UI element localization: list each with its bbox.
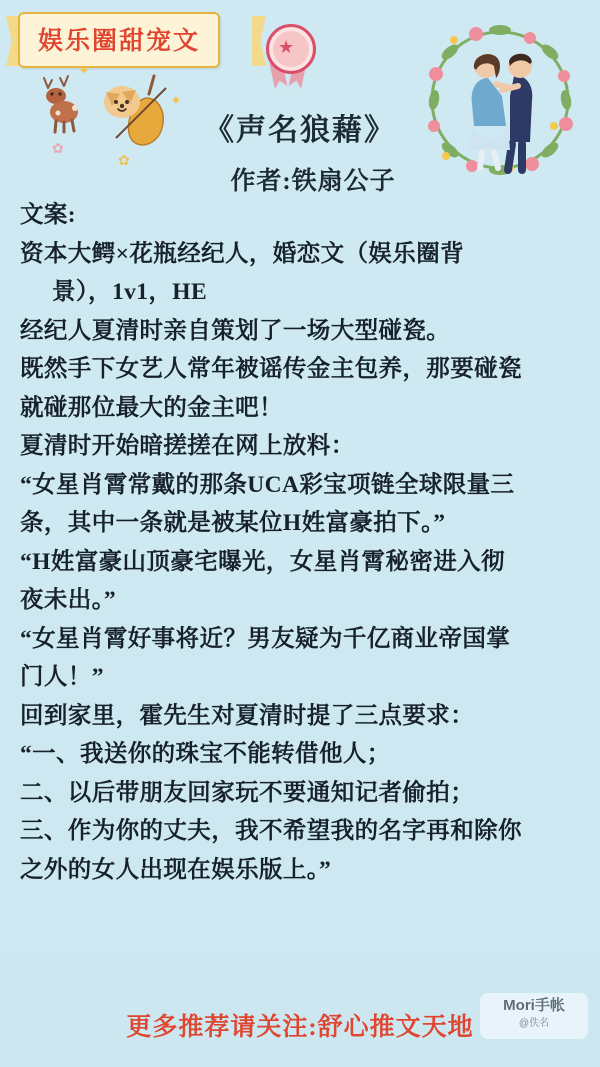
sparkle-icon: ✦: [170, 92, 182, 108]
rosette-star-icon: ★: [278, 37, 295, 57]
body-line: 三、作为你的丈夫，我不希望我的名字再和除你: [20, 818, 522, 844]
sparkle-icon: ✦: [78, 62, 90, 78]
body-line: 就碰那位最大的金主吧！: [20, 394, 283, 421]
body-line: “一、我送你的珠宝不能转借他人；: [20, 741, 391, 767]
watermark: [480, 993, 588, 1039]
body-line: 回到家里，霍先生对夏清时提了三点要求：: [20, 702, 475, 729]
title-block: [0, 105, 600, 197]
body-line: 门人！”: [20, 664, 104, 690]
sparkle-icon: ✿: [52, 140, 64, 156]
award-rosette-icon: [258, 22, 320, 84]
body-line: 资本大鳄×花瓶经纪人，婚恋文（娱乐圈背: [20, 240, 464, 267]
body-line: 夏清时开始暗搓搓在网上放料：: [20, 433, 355, 459]
body-line: 文案:: [20, 202, 77, 228]
category-banner-label: 娱乐圈甜宠文: [38, 27, 201, 55]
body-line: “女星肖霄好事将近？男友疑为千亿商业帝国掌: [20, 625, 511, 652]
body-line: 景），1v1，HE: [52, 279, 208, 305]
body-line: 二、以后带朋友回家玩不要通知记者偷拍；: [20, 779, 475, 806]
page-title: 《声名狼藉》: [204, 114, 396, 147]
category-banner: [18, 12, 220, 68]
author-line: 作者:铁扇公子: [230, 168, 396, 195]
sparkle-icon: ✿: [118, 152, 130, 168]
watermark-subtitle: @佚名: [518, 1018, 550, 1029]
follow-prompt: 更多推荐请关注:舒心推文天地: [126, 1014, 474, 1041]
body-line: “H姓富豪山顶豪宅曝光，女星肖霄秘密进入彻: [20, 548, 505, 575]
body-line: “女星肖霄常戴的那条UCA彩宝项链全球限量三: [20, 471, 515, 498]
body-line: 经纪人夏清时亲自策划了一场大型碰瓷。: [20, 317, 451, 344]
watermark-title: Mori手帐: [503, 997, 565, 1014]
synopsis-body: [20, 196, 582, 889]
body-line: 既然手下女艺人常年被谣传金主包养，那要碰瓷: [20, 356, 522, 382]
body-line: 夜未出。”: [20, 587, 116, 613]
body-line: 之外的女人出现在娱乐版上。”: [20, 856, 332, 883]
body-line: 条，其中一条就是被某位H姓富豪拍下。”: [20, 510, 446, 536]
